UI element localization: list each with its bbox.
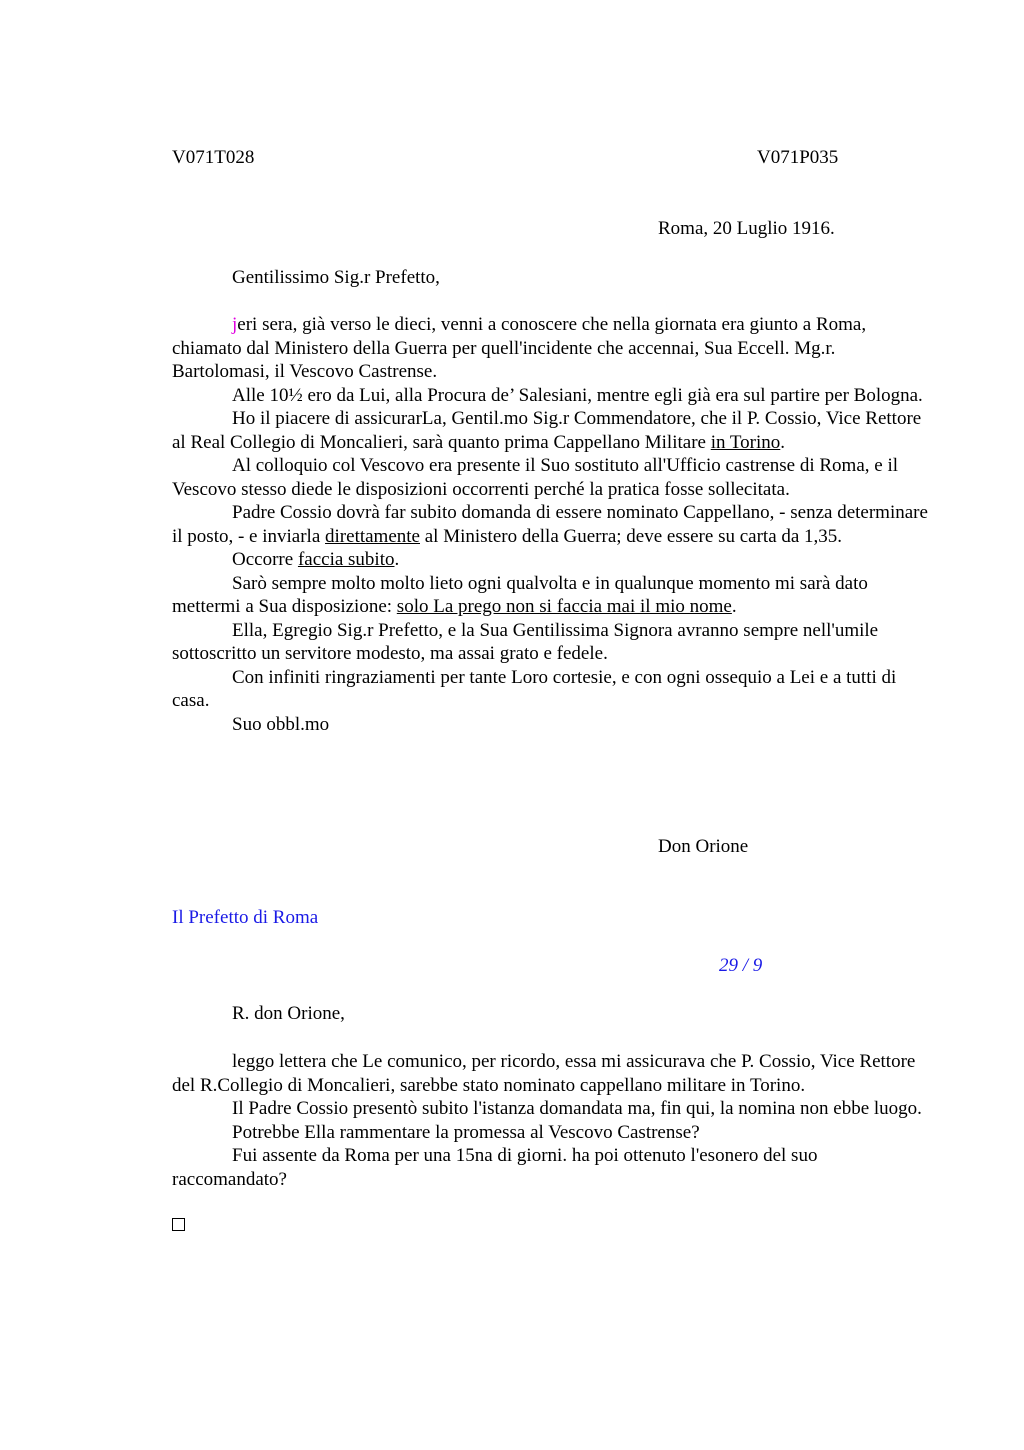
paragraph <box>172 548 932 572</box>
paragraph-text: Ho il piacere di assicurarLa, Gentil.mo Sig.r Commendatore, che il P. Cossio, Vice Rettore al Real Collegio di Moncalieri, sarà quanto prima Cappellano Militare <box>172 408 922 453</box>
salutation: Gentilissimo Sig.r Prefetto, <box>232 267 440 288</box>
underlined-text: direttamente <box>325 525 420 547</box>
document-code-right: V071P035 <box>757 147 839 168</box>
paragraph: Il Padre Cossio presentò subito l'istanza domandata ma, fin qui, la nomina non ebbe luogo. <box>232 1098 922 1119</box>
document-code-left: V071T028 <box>172 147 255 168</box>
paragraph-text: Sarò sempre molto molto lieto ogni qualvolta e in qualunque momento mi sarà dato mettermi a Sua disposizione: <box>172 572 868 617</box>
paragraph: Ella, Egregio Sig.r Prefetto, e la Sua Gentilissima Signora avranno sempre nell'umile sottoscritto un servitore modesto, ma assai grato e fedele. <box>172 619 879 664</box>
paragraph-text: al Ministero della Guerra; deve essere su carta da 1,35. <box>420 525 843 547</box>
paragraph-text: eri sera, già verso le dieci, venni a conoscere che nella giornata era giunto a Roma, chiamato dal Ministero della Guerra per quell'incidente che accennai, Sua Eccell. Mg.r. Bartolomasi, il Vescovo Castrense. <box>172 314 867 382</box>
signature: Don Orione <box>658 836 749 857</box>
paragraph <box>172 407 932 454</box>
paragraph-text: Occorre <box>232 549 298 570</box>
paragraph-text: . <box>780 431 786 453</box>
paragraph: Fui assente da Roma per una 15na di giorni. ha poi ottenuto l'esonero del suo raccomandato? <box>172 1145 818 1190</box>
paragraph-text: . <box>731 596 737 617</box>
reply-salutation: R. don Orione, <box>232 1003 345 1024</box>
paragraph-initial: j <box>232 314 238 335</box>
paragraph: Potrebbe Ella rammentare la promessa al Vescovo Castrense? <box>232 1121 700 1143</box>
square-box-icon <box>172 1218 185 1231</box>
underlined-text: in Torino <box>710 431 781 453</box>
reply-date: 29 / 9 <box>719 955 763 976</box>
paragraph: Con infiniti ringraziamenti per tante Loro cortesie, e con ogni ossequio a Lei e a tutti di casa. <box>172 666 897 711</box>
letter-body <box>172 313 932 736</box>
reply-body <box>172 1050 932 1191</box>
paragraph <box>172 501 932 548</box>
paragraph: Alle 10½ ero da Lui, alla Procura de’ Salesiani, mentre egli già era sul partire per Bologna. <box>232 384 923 406</box>
paragraph-text: . <box>394 549 400 570</box>
paragraph <box>172 313 932 384</box>
paragraph: leggo lettera che Le comunico, per ricordo, essa mi assicurava che P. Cossio, Vice Rettore del R.Collegio di Moncalieri, sarebbe stato nominato cappellano militare in Torino. <box>172 1051 916 1096</box>
paragraph: Al colloquio col Vescovo era presente il Suo sostituto all'Ufficio castrense di Roma, e il Vescovo stesso diede le disposizioni occorrenti perché la pratica fosse sollecitata. <box>172 455 899 500</box>
underlined-text: faccia subito <box>297 549 395 570</box>
paragraph <box>172 572 932 619</box>
closing: Suo obbl.mo <box>232 713 330 735</box>
underlined-text: solo La prego non si faccia mai il mio nome <box>396 596 732 617</box>
sender-heading: Il Prefetto di Roma <box>172 907 319 928</box>
paragraph-text: Padre Cossio dovrà far subito domanda di essere nominato Cappellano, - senza determinare il posto, - e inviarla <box>172 502 928 547</box>
place-date: Roma, 20 Luglio 1916. <box>658 218 835 239</box>
